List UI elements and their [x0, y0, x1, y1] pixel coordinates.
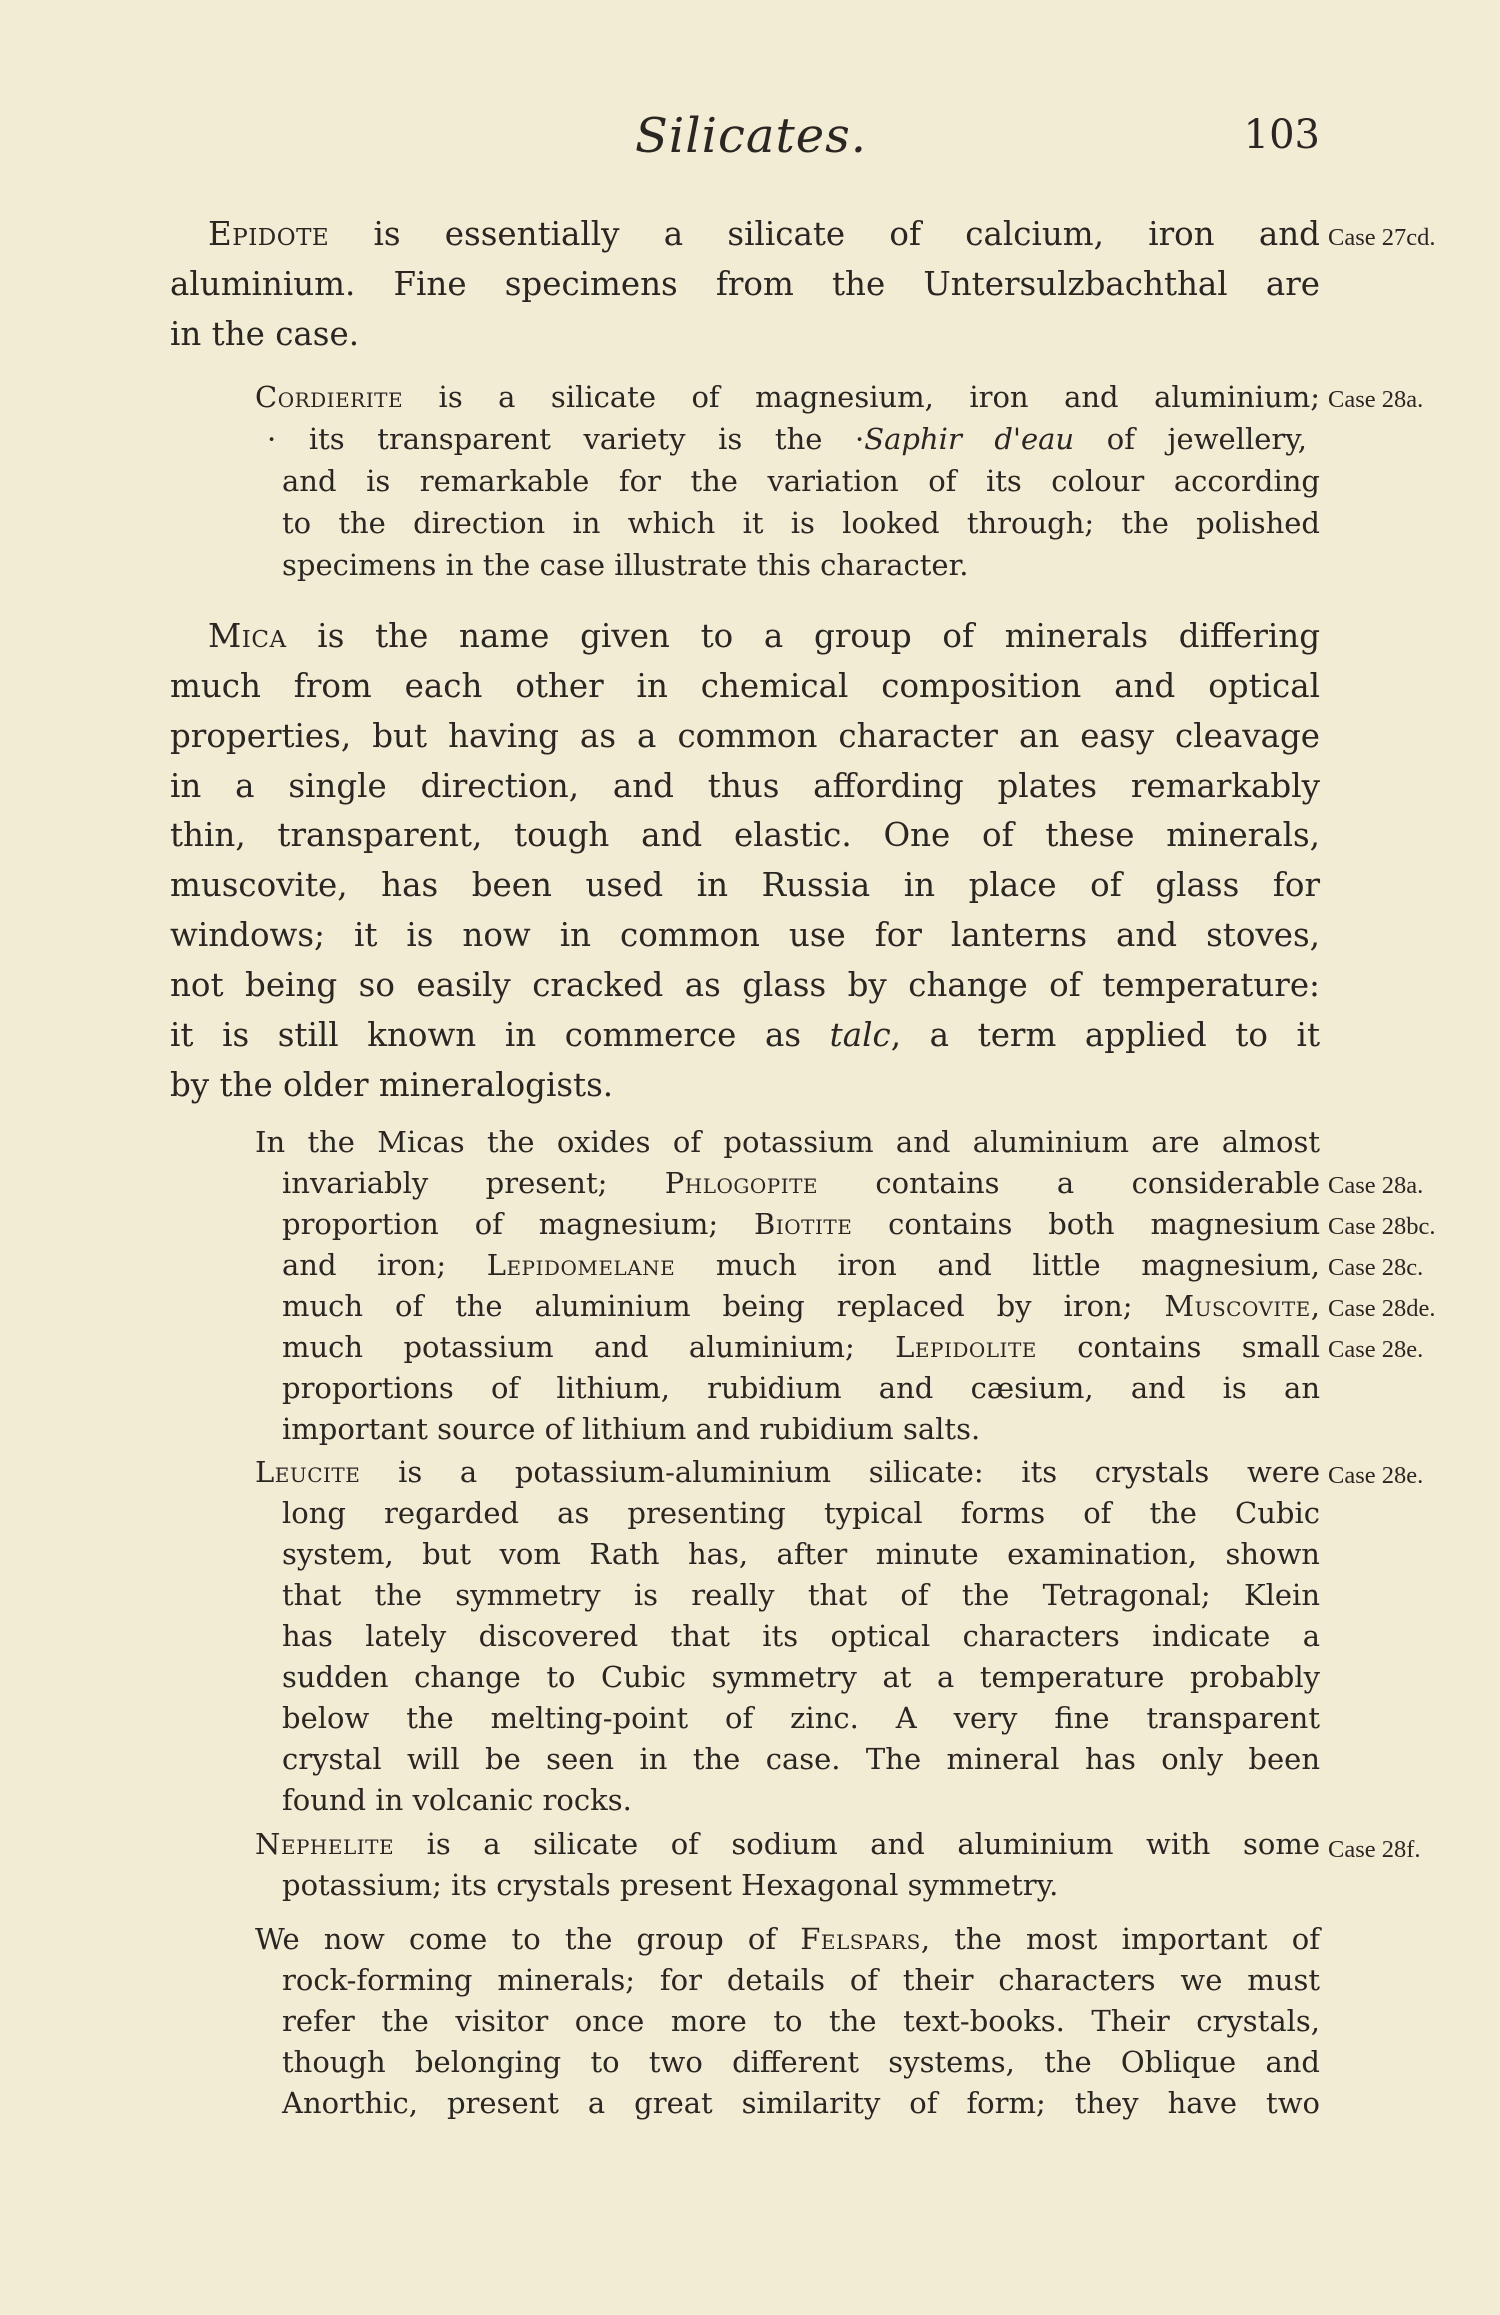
text-line: · its transparent variety is the ·Saphir d'eau of jewellery,	[267, 422, 1308, 456]
text-line: invariably present; Phlogopite contains a considerable	[282, 1166, 1320, 1200]
margin-note: Case 27cd.	[1328, 224, 1436, 251]
text-line: Anorthic, present a great similarity of form; they have two	[282, 2086, 1320, 2120]
page-title: Silicates.	[635, 108, 868, 164]
text-line: Leucite is a potassium-aluminium silicate: its crystals were	[255, 1455, 1320, 1489]
text-line: much potassium and aluminium; Lepidolite contains small	[282, 1330, 1320, 1364]
text-line: and is remarkable for the variation of its colour according	[282, 464, 1320, 498]
text-line: by the older mineralogists.	[170, 1066, 614, 1104]
text-line: specimens in the case illustrate this character.	[282, 548, 969, 582]
text-line: much of the aluminium being replaced by iron; Muscovite,	[282, 1289, 1320, 1323]
margin-note: Case 28a.	[1328, 386, 1424, 413]
text-line: though belonging to two different systems, the Oblique and	[282, 2045, 1320, 2079]
text-line: proportion of magnesium; Biotite contains both magnesium	[282, 1207, 1320, 1241]
text-line: important source of lithium and rubidium salts.	[282, 1412, 981, 1446]
text-line: thin, transparent, tough and elastic. One of these minerals,	[170, 816, 1320, 854]
text-line: refer the visitor once more to the text-books. Their crystals,	[282, 2004, 1320, 2038]
text-line: rock-forming minerals; for details of their characters we must	[282, 1963, 1320, 1997]
text-line: it is still known in commerce as talc, a term applied to it	[170, 1016, 1320, 1054]
margin-note: Case 28f.	[1328, 1836, 1421, 1863]
text-line: windows; it is now in common use for lanterns and stoves,	[170, 916, 1320, 954]
text-line: below the melting-point of zinc. A very fine transparent	[282, 1701, 1320, 1735]
text-line: crystal will be seen in the case. The mineral has only been	[282, 1742, 1320, 1776]
text-line: found in volcanic rocks.	[282, 1783, 632, 1817]
text-line: properties, but having as a common character an easy cleavage	[170, 717, 1320, 755]
text-line: has lately discovered that its optical characters indicate a	[282, 1619, 1320, 1653]
margin-note: Case 28de.	[1328, 1295, 1436, 1322]
text-line: system, but vom Rath has, after minute examination, shown	[282, 1537, 1320, 1571]
text-line: to the direction in which it is looked through; the polished	[282, 506, 1320, 540]
margin-note: Case 28bc.	[1328, 1213, 1436, 1240]
text-line: not being so easily cracked as glass by change of temperature:	[170, 966, 1320, 1004]
text-line: muscovite, has been used in Russia in place of glass for	[170, 866, 1320, 904]
text-line: aluminium. Fine specimens from the Untersulzbachthal are	[170, 265, 1320, 303]
text-line: Nephelite is a silicate of sodium and aluminium with some	[255, 1827, 1320, 1861]
margin-note: Case 28e.	[1328, 1336, 1424, 1363]
text-line: and iron; Lepidomelane much iron and little magnesium,	[282, 1248, 1321, 1282]
text-line: In the Micas the oxides of potassium and aluminium are almost	[255, 1125, 1320, 1159]
margin-note: Case 28a.	[1328, 1172, 1424, 1199]
text-line: Mica is the name given to a group of minerals differing	[208, 617, 1320, 655]
text-line: long regarded as presenting typical forms of the Cubic	[282, 1496, 1320, 1530]
margin-note: Case 28c.	[1328, 1254, 1424, 1281]
text-line: in the case.	[170, 315, 360, 353]
text-line: sudden change to Cubic symmetry at a temperature probably	[282, 1660, 1320, 1694]
text-line: Cordierite is a silicate of magnesium, iron and aluminium;	[255, 380, 1320, 414]
running-header	[170, 108, 1320, 168]
margin-note: Case 28e.	[1328, 1462, 1424, 1489]
text-line: in a single direction, and thus affording plates remarkably	[170, 767, 1320, 805]
text-line: much from each other in chemical composition and optical	[170, 667, 1320, 705]
text-line: We now come to the group of Felspars, the most important of	[255, 1922, 1320, 1956]
text-line: Epidote is essentially a silicate of calcium, iron and	[208, 215, 1320, 253]
page-number: 103	[1243, 112, 1320, 158]
text-line: potassium; its crystals present Hexagonal symmetry.	[282, 1868, 1059, 1902]
text-line: proportions of lithium, rubidium and cæsium, and is an	[282, 1371, 1320, 1405]
text-line: that the symmetry is really that of the Tetragonal; Klein	[282, 1578, 1320, 1612]
